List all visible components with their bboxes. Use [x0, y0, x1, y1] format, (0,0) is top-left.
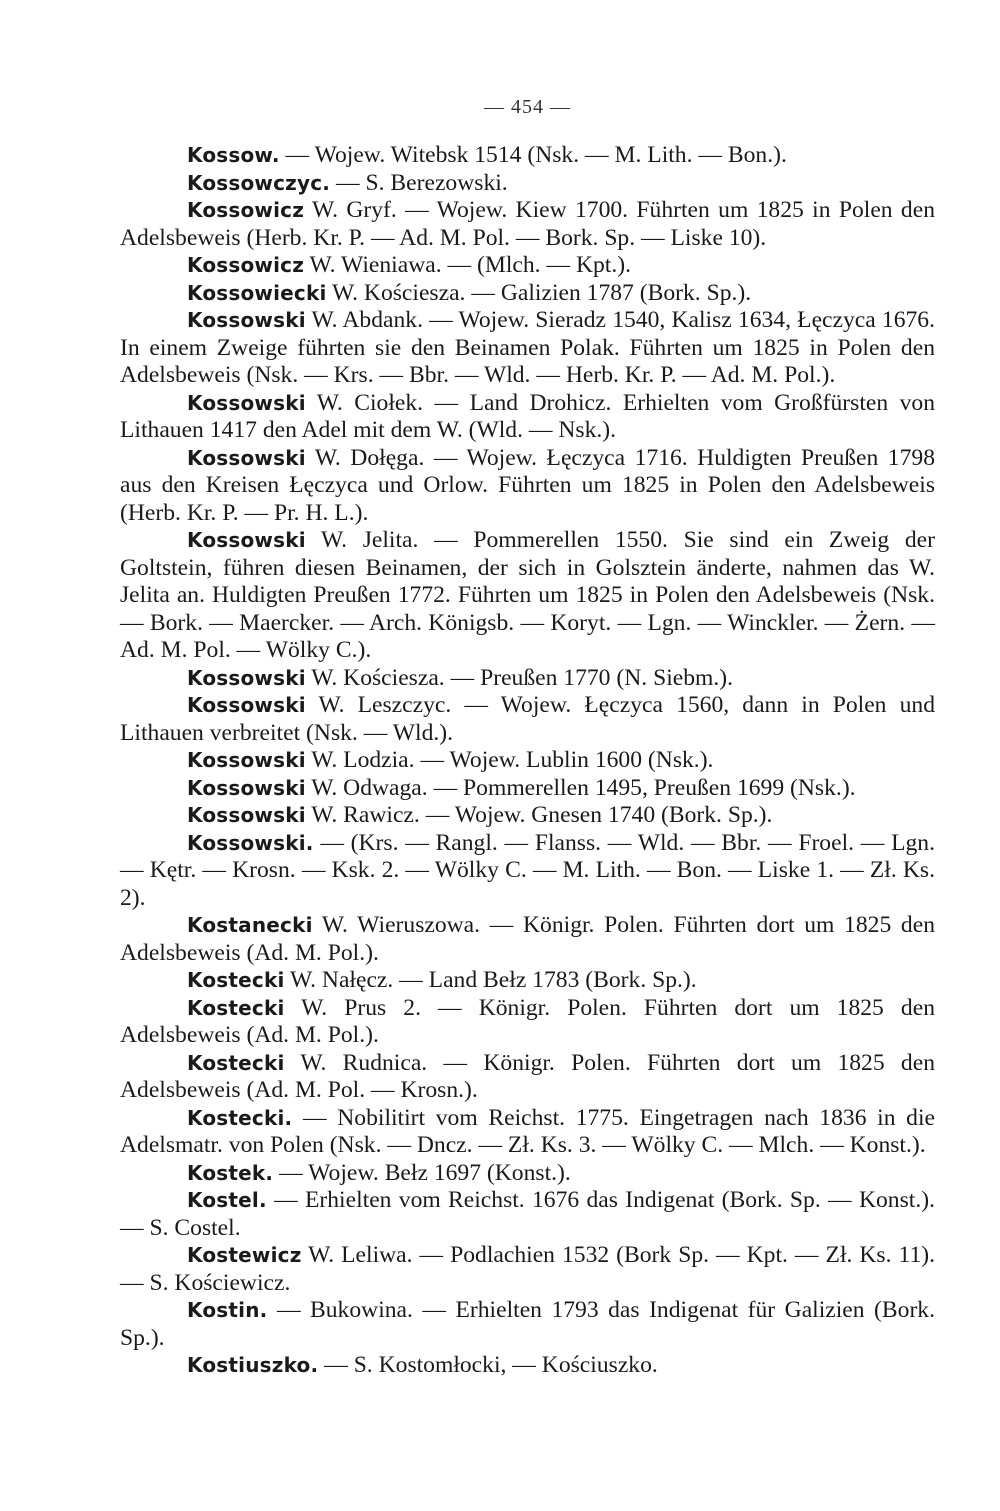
entry-text: — Erhielten vom Reichst. 1676 das Indigenat (Bork. Sp. — Konst.). — S. Costel.	[120, 1187, 935, 1241]
entry-text: W. Leszczyc. — Wojew. Łęczyca 1560, dann in Polen und Lithauen verbreitet (Nsk. — Wld.).	[120, 692, 935, 746]
entry-name: Kossowski	[187, 445, 306, 470]
entry-name: Kossowski	[187, 803, 306, 827]
entry-text: W. Gryf. — Wojew. Kiew 1700. Führten um 1825 in Polen den Adelsbeweis (Herb. Kr. P. — Ad. M. Pol. — Bork. Sp. — Liske 10).	[120, 197, 935, 251]
list-item	[120, 967, 935, 995]
entry-text: W. Rudnica. — Königr. Polen. Führten dort um 1825 den Adelsbeweis (Ad. M. Pol. — Krosn.).	[120, 1049, 935, 1103]
entry-text: W. Kościesza. — Preußen 1770 (N. Siebm.).	[305, 664, 734, 691]
entry-text: W. Leliwa. — Podlachien 1532 (Bork Sp. — Kpt. — Zł. Ks. 11). — S. Kościewicz.	[120, 1242, 935, 1296]
entry-text: — Wojew. Bełz 1697 (Konst.).	[273, 1159, 571, 1186]
document-page	[120, 0, 935, 1511]
entry-name: Kostin.	[187, 1298, 268, 1322]
list-item	[120, 692, 935, 747]
page-number: — 454 —	[484, 96, 571, 118]
list-item	[120, 390, 935, 445]
entry-text: — (Krs. — Rangl. — Flanss. — Wld. — Bbr. — Froel. — Lgn. — Kętr. — Krosn. — Ksk. 2. — Wölky C. — M. Lith. — Bon. — Liske 1. — Zł. Ks. 2).	[120, 829, 935, 911]
list-item	[120, 252, 935, 280]
entry-text: W. Odwaga. — Pommerellen 1495, Preußen 1699 (Nsk.).	[305, 774, 856, 801]
entry-text: W. Rawicz. — Wojew. Gnesen 1740 (Bork. Sp.).	[305, 802, 773, 828]
entry-name: Kostanecki	[187, 913, 313, 937]
list-item	[120, 995, 935, 1050]
entry-name: Kossowski	[187, 693, 306, 717]
entry-name: Kossowicz	[187, 253, 305, 277]
entry-name: Kossowski	[187, 390, 306, 415]
list-item	[120, 142, 935, 170]
entry-text: — S. Berezowski.	[330, 169, 508, 196]
entry-text: — S. Kostomłocki, — Kościuszko.	[318, 1352, 658, 1378]
entry-name: Kossowczyc.	[187, 170, 331, 195]
entry-name: Kossowiecki	[187, 280, 327, 305]
list-item	[120, 802, 935, 830]
list-item	[120, 912, 935, 967]
entry-list	[120, 142, 935, 1380]
entry-text: — Wojew. Witebsk 1514 (Nsk. — M. Lith. — Bon.).	[279, 142, 787, 168]
entry-name: Kostewicz	[187, 1243, 302, 1267]
list-item	[120, 170, 935, 198]
entry-text: W. Wieniawa. — (Mlch. — Kpt.).	[304, 252, 631, 278]
entry-name: Kossow.	[187, 143, 280, 167]
list-item	[120, 527, 935, 665]
entry-name: Kostecki	[187, 968, 285, 992]
list-item	[120, 307, 935, 390]
entry-text: W. Kościesza. — Galizien 1787 (Bork. Sp.).	[326, 279, 752, 306]
entry-name: Kostiuszko.	[187, 1353, 319, 1377]
entry-text: — Nobilitirt vom Reichst. 1775. Eingetragen nach 1836 in die Adelsmatr. von Polen (Nsk. — Dncz. — Zł. Ks. 3. — Wölky C. — Mlch. — Konst.).	[120, 1104, 935, 1158]
entry-text: W. Nałęcz. — Land Bełz 1783 (Bork. Sp.).	[284, 967, 697, 993]
list-item	[120, 197, 935, 252]
list-item	[120, 1105, 935, 1160]
list-item	[120, 1352, 935, 1380]
list-item	[120, 747, 935, 775]
entry-name: Kostecki.	[187, 1105, 293, 1130]
list-item	[120, 775, 935, 803]
list-item	[120, 280, 935, 308]
list-item	[120, 1187, 935, 1242]
entry-name: Kossowicz	[187, 198, 305, 222]
entry-name: Kossowski	[187, 665, 306, 690]
entry-name: Kostek.	[187, 1160, 274, 1185]
entry-name: Kossowski	[187, 775, 306, 800]
entry-name: Kossowski.	[187, 830, 314, 855]
entry-name: Kostecki	[187, 1050, 285, 1075]
entry-text: W. Dołęga. — Wojew. Łęczyca 1716. Huldigten Preußen 1798 aus den Kreisen Łęczyca und Orlow. Führten um 1825 in Polen den Adelsbeweis (Herb. Kr. P. — Pr. H. L.).	[120, 444, 935, 526]
entry-name: Kossowski	[187, 748, 306, 772]
entry-text: W. Prus 2. — Königr. Polen. Führten dort um 1825 den Adelsbeweis (Ad. M. Pol.).	[120, 994, 935, 1048]
entry-text: — Bukowina. — Erhielten 1793 das Indigenat für Galizien (Bork. Sp.).	[120, 1297, 935, 1351]
entry-name: Kostel.	[187, 1188, 267, 1212]
entry-name: Kossowski	[187, 308, 306, 332]
entry-text: W. Ciołek. — Land Drohicz. Erhielten vom Großfürsten von Lithauen 1417 den Adel mit dem W. (Wld. — Nsk.).	[120, 389, 935, 443]
entry-text: W. Jelita. — Pommerellen 1550. Sie sind ein Zweig der Goltstein, führen diesen Beinamen, der sich in Golsztein änderte, nahmen das W. Jelita an. Huldigten Preußen 1772. Führten um 1825 in Polen den Adelsbeweis (Nsk. — Bork. — Maercker. — Arch. Königsb. — Koryt. — Lgn. — Winckler. — Żern. — Ad. M. Pol. — Wölky C.).	[120, 527, 935, 663]
list-item	[120, 1242, 935, 1297]
entry-text: W. Abdank. — Wojew. Sieradz 1540, Kalisz 1634, Łęczyca 1676. In einem Zweige führten sie den Beinamen Polak. Führten um 1825 in Polen den Adelsbeweis (Nsk. — Krs. — Bbr. — Wld. — Herb. Kr. P. — Ad. M. Pol.).	[120, 307, 935, 388]
entry-text: W. Lodzia. — Wojew. Lublin 1600 (Nsk.).	[305, 747, 714, 773]
list-item	[120, 830, 935, 913]
list-item	[120, 665, 935, 693]
list-item	[120, 1160, 935, 1188]
list-item	[120, 445, 935, 528]
entry-name: Kossowski	[187, 528, 306, 552]
list-item	[120, 1297, 935, 1352]
entry-name: Kostecki	[187, 995, 285, 1020]
entry-text: W. Wieruszowa. — Königr. Polen. Führten dort um 1825 den Adelsbeweis (Ad. M. Pol.).	[120, 912, 935, 966]
list-item	[120, 1050, 935, 1105]
